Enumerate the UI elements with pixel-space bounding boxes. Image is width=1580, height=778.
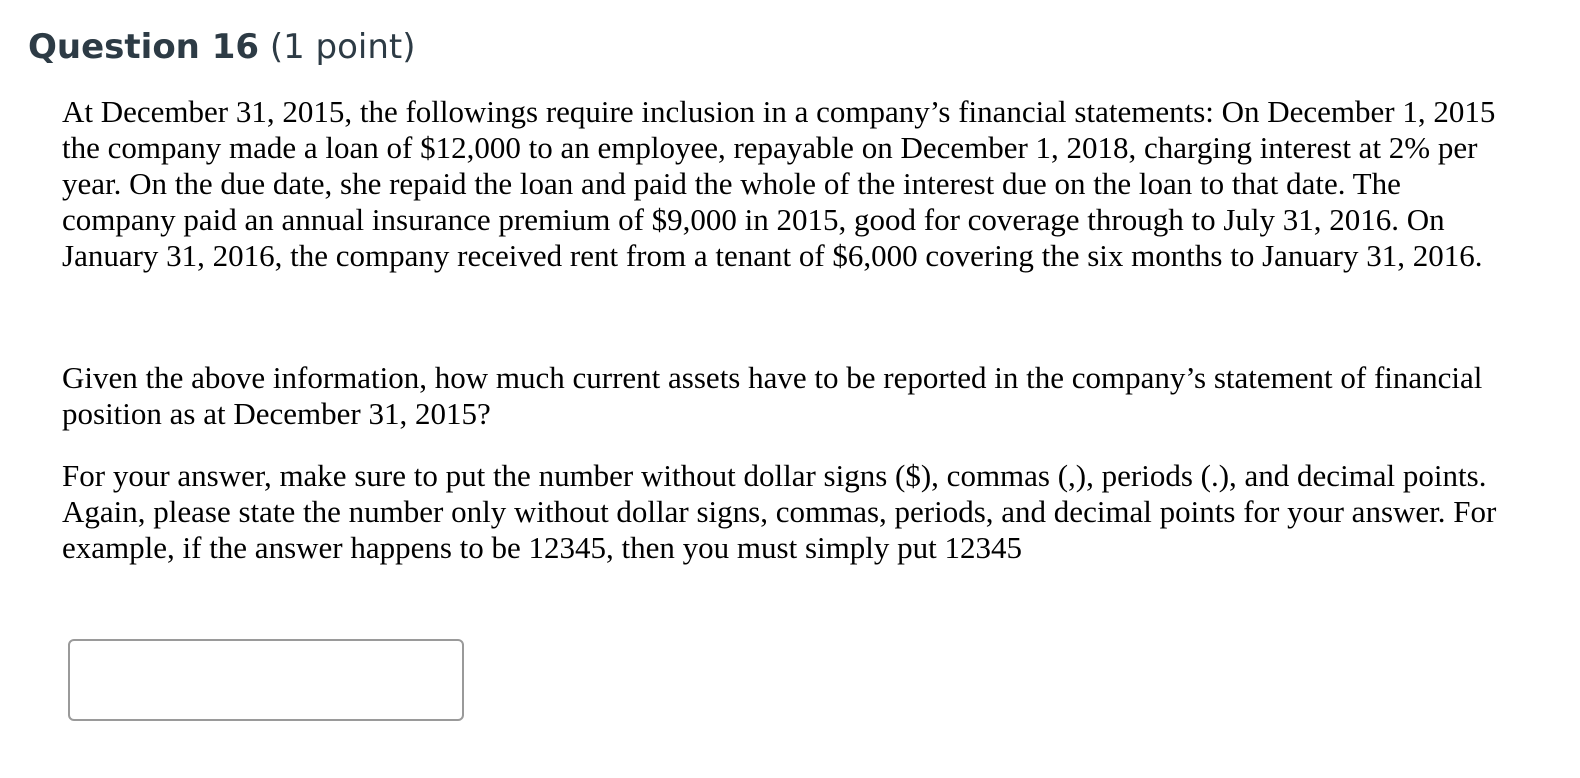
answer-input[interactable] bbox=[68, 639, 464, 721]
question-scenario-text: At December 31, 2015, the followings require inclusion in a company’s financial statements: On December 1, 2015 the company made a loan of $12,000 to an employee, repayable on December 1, 2018, charging interest at 2% per year. On the due date, she repaid the loan and paid the whole of the interest due on the loan to that date. The company paid an annual insurance premium of $9,000 in 2015, good for coverage through to July 31, 2016. On January 31, 2016, the company received rent from a tenant of $6,000 covering the six months to January 31, 2016. bbox=[62, 94, 1496, 273]
answer-instructions-text: For your answer, make sure to put the number without dollar signs ($), commas (,), periods (.), and decimal points. Again, please state the number only without dollar signs, commas, periods, and decimal points for your answer. For example, if the answer happens to be 12345, then you must simply put 12345 bbox=[62, 458, 1497, 565]
question-title: Question 16 bbox=[28, 27, 260, 67]
question-header bbox=[28, 24, 416, 70]
question-points: (1 point) bbox=[259, 27, 416, 67]
question-body bbox=[62, 94, 1522, 566]
question-prompt-text: Given the above information, how much current assets have to be reported in the company’s statement of financial position as at December 31, 2015? bbox=[62, 360, 1483, 431]
